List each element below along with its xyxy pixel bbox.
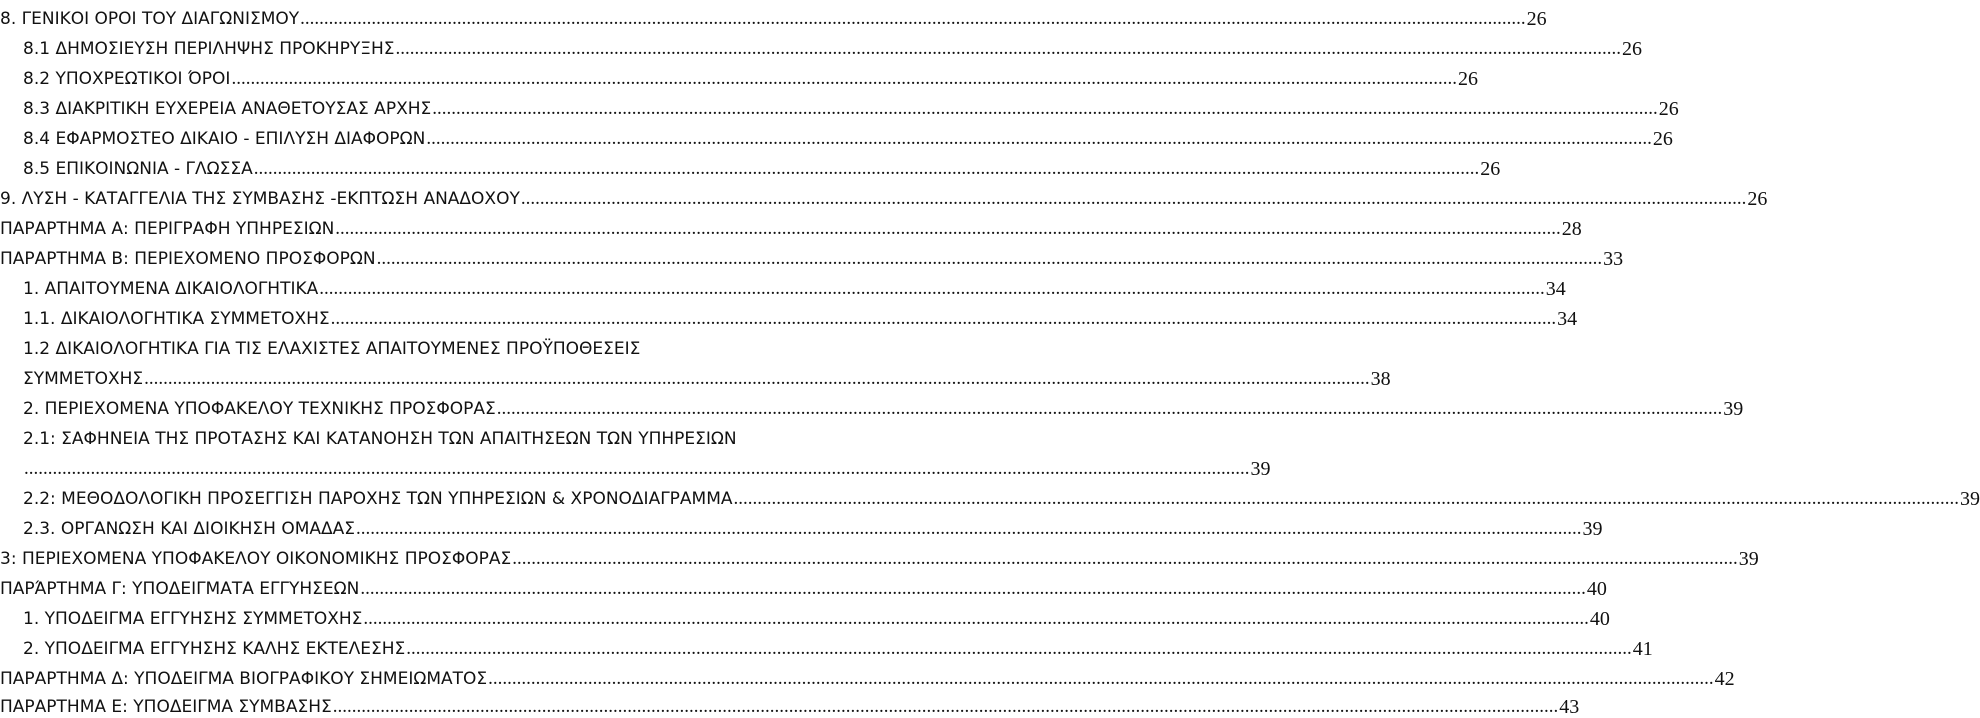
dot-leader [356,518,1582,540]
toc-entry-number: 8. [0,9,17,29]
dot-leader [734,488,1960,510]
toc-entry-page: 26 [1457,68,1478,90]
toc-entry[interactable] [0,0,1547,30]
dot-leader [319,278,1545,300]
dot-leader [488,668,1714,690]
toc-entry[interactable] [0,600,1610,630]
toc-entry-title: ΕΦΑΡΜΟΣΤΕΟ ΔΙΚΑΙΟ - ΕΠΙΛΥΣΗ ΔΙΑΦΟΡΩΝ [55,129,426,149]
dot-leader [335,218,1561,240]
toc-entry-title: ΠΕΡΙΕΧΟΜΕΝΑ ΥΠΟΦΑΚΕΛΟΥ ΤΕΧΝΙΚΗΣ ΠΡΟΣΦΟΡΑΣ [44,399,496,419]
dot-leader [395,38,1621,60]
toc-entry-page: 40 [1586,578,1607,600]
dot-leader [497,398,1723,420]
toc-entry[interactable] [0,120,1673,150]
toc-entry-title: ΕΠΙΚΟΙΝΩΝΙΑ - ΓΛΩΣΣΑ [55,159,253,179]
toc-entry-page: 39 [1960,488,1980,510]
toc-entry-title: ΔΙΚΑΙΟΛΟΓΗΤΙΚΑ ΓΙΑ ΤΙΣ ΕΛΑΧΙΣΤΕΣ ΑΠΑΙΤΟΥΜΕΝΕΣ ΠΡΟΫΠΟΘΕΣΕΙΣ [55,339,641,359]
toc-entry-number: 1.1. [23,309,56,329]
toc-entry-number: 8.5 [23,159,51,179]
toc-entry-page: 40 [1589,608,1610,630]
toc-entry-page: 38 [1370,368,1391,390]
dot-leader [521,188,1747,210]
toc-entry-page: 39 [1582,518,1603,540]
toc-entry-page: 26 [1480,158,1501,180]
toc-entry-page: 26 [1621,38,1642,60]
toc-entry-number: 3: [0,549,17,569]
toc-entry-title: ΠΑΡΑΡΤΗΜΑ Β: ΠΕΡΙΕΧΟΜΕΝΟ ΠΡΟΣΦΟΡΩΝ [0,249,376,269]
toc-entry-number: 8.2 [23,69,51,89]
toc-entry-title: ΥΠΟΔΕΙΓΜΑ ΕΓΓΥΗΣΗΣ ΚΑΛΗΣ ΕΚΤΕΛΕΣΗΣ [44,639,406,659]
toc-entry-title: ΜΕΘΟΔΟΛΟΓΙΚΗ ΠΡΟΣΕΓΓΙΣΗ ΠΑΡΟΧΗΣ ΤΩΝ ΥΠΗΡΕΣΙΩΝ & ΧΡΟΝΟΔΙΑΓΡΑΜΜΑ [61,489,733,509]
toc-entry[interactable] [0,180,1768,210]
toc-entry[interactable] [0,630,1653,660]
toc-entry[interactable] [0,90,1679,120]
toc-entry[interactable] [0,570,1607,600]
toc-entry-page: 26 [1658,98,1679,120]
toc-entry-page: 26 [1747,188,1768,210]
dot-leader [426,128,1652,150]
toc-entry-number: 2.3. [23,519,56,539]
toc-entry-page: 34 [1557,308,1578,330]
dot-leader [231,68,1457,90]
toc-entry[interactable] [0,150,1501,180]
dot-leader [333,696,1559,718]
dot-leader [24,458,1250,480]
toc-entry-page: 33 [1603,248,1624,270]
toc-entry-page: 43 [1559,696,1580,718]
toc-entry-title: ΠΑΡΑΡΤΗΜΑ Α: ΠΕΡΙΓΡΑΦΗ ΥΠΗΡΕΣΙΩΝ [0,219,335,239]
dot-leader [144,368,1370,390]
toc-entry-title: ΠΑΡΑΡΤΗΜΑ Δ: ΥΠΟΔΕΙΓΜΑ ΒΙΟΓΡΑΦΙΚΟΥ ΣΗΜΕΙΩΜΑΤΟΣ [0,669,488,689]
toc-entry-number: 8.3 [23,99,51,119]
toc-entry[interactable] [0,480,1980,510]
dot-leader [254,158,1480,180]
toc-entry-title: ΠΑΡΆΡΤΗΜΑ Γ: ΥΠΟΔΕΙΓΜΑΤΑ ΕΓΓΥΗΣΕΩΝ [0,579,360,599]
dot-leader [377,248,1603,270]
toc-entry-title: ΑΠΑΙΤΟΥΜΕΝΑ ΔΙΚΑΙΟΛΟΓΗΤΙΚΑ [44,279,319,299]
toc-entry[interactable] [0,510,1603,540]
dot-leader [512,548,1738,570]
toc-entry-title: ΥΠΟΧΡΕΩΤΙΚΟΙ ΌΡΟΙ [55,69,231,89]
toc-entry-title: ΣΥΜΜΕΤΟΧΗΣ [23,369,144,389]
toc-entry[interactable] [0,240,1624,270]
toc-entry-title: ΓΕΝΙΚΟΙ ΟΡΟΙ ΤΟΥ ΔΙΑΓΩΝΙΣΜΟΥ [21,9,300,29]
toc-entry-number: 8.1 [23,39,51,59]
toc-entry[interactable] [0,300,1578,330]
toc-entry-number: 8.4 [23,129,51,149]
dot-leader [300,8,1526,30]
toc-entry[interactable] [0,660,1735,690]
toc-entry-title: ΔΗΜΟΣΙΕΥΣΗ ΠΕΡΙΛΗΨΗΣ ΠΡΟΚΗΡΥΞΗΣ [55,39,395,59]
dot-leader [331,308,1557,330]
toc-entry-continuation[interactable] [0,450,1271,480]
dot-leader [432,98,1658,120]
toc-entry-title: ΔΙΚΑΙΟΛΟΓΗΤΙΚΑ ΣΥΜΜΕΤΟΧΗΣ [60,309,330,329]
toc-entry[interactable] [0,30,1642,60]
toc-entry-page: 39 [1250,458,1271,480]
toc-entry-number: 2. [23,639,40,659]
toc-entry[interactable] [0,540,1759,570]
toc-entry[interactable] [0,210,1582,240]
toc-entry-continuation[interactable] [0,360,1391,390]
toc-entry-title: ΟΡΓΑΝΩΣΗ ΚΑΙ ΔΙΟΙΚΗΣΗ ΟΜΑΔΑΣ [60,519,355,539]
toc-entry-page: 42 [1714,668,1735,690]
toc-entry-number: 2.2: [23,489,56,509]
toc-entry-page: 28 [1561,218,1582,240]
toc-entry-number: 1. [23,609,40,629]
toc-entry[interactable] [0,270,1566,300]
toc-entry-page: 39 [1738,548,1759,570]
toc-entry-title: ΣΑΦΗΝΕΙΑ ΤΗΣ ΠΡΟΤΑΣΗΣ ΚΑΙ ΚΑΤΑΝΟΗΣΗ ΤΩΝ ΑΠΑΙΤΗΣΕΩΝ ΤΩΝ ΥΠΗΡΕΣΙΩΝ [61,429,737,449]
toc-entry-number: 9. [0,189,17,209]
toc-entry[interactable] [0,390,1744,420]
toc-entry-page: 41 [1632,638,1653,660]
toc-entry-page: 26 [1526,8,1547,30]
toc-entry[interactable] [0,60,1478,90]
toc-entry-page: 39 [1723,398,1744,420]
toc-entry-number: 1.2 [23,339,51,359]
dot-leader [360,578,1586,600]
toc-entry[interactable] [0,420,979,450]
toc-entry-title: ΥΠΟΔΕΙΓΜΑ ΕΓΓΥΗΣΗΣ ΣΥΜΜΕΤΟΧΗΣ [44,609,363,629]
toc-entry-number: 2.1: [23,429,56,449]
dot-leader [406,638,1632,660]
toc-entry-page: 34 [1545,278,1566,300]
toc-entry[interactable] [0,330,979,360]
toc-entry-page: 26 [1652,128,1673,150]
toc-entry-title: ΛΥΣΗ - ΚΑΤΑΓΓΕΛΙΑ ΤΗΣ ΣΥΜΒΑΣΗΣ -ΕΚΠΤΩΣΗ ΑΝΑΔΟΧΟΥ [21,189,520,209]
toc-entry-title: ΔΙΑΚΡΙΤΙΚΗ ΕΥΧΕΡΕΙΑ ΑΝΑΘΕΤΟΥΣΑΣ ΑΡΧΗΣ [55,99,432,119]
toc-entry[interactable] [0,688,1580,718]
toc-entry-number: 2. [23,399,40,419]
toc-entry-title: ΠΑΡΑΡΤΗΜΑ Ε: ΥΠΟΔΕΙΓΜΑ ΣΥΜΒΑΣΗΣ [0,697,332,717]
toc-entry-title: ΠΕΡΙΕΧΟΜΕΝΑ ΥΠΟΦΑΚΕΛΟΥ ΟΙΚΟΝΟΜΙΚΗΣ ΠΡΟΣΦΟΡΑΣ [21,549,512,569]
toc-entry-number: 1. [23,279,40,299]
dot-leader [363,608,1589,630]
